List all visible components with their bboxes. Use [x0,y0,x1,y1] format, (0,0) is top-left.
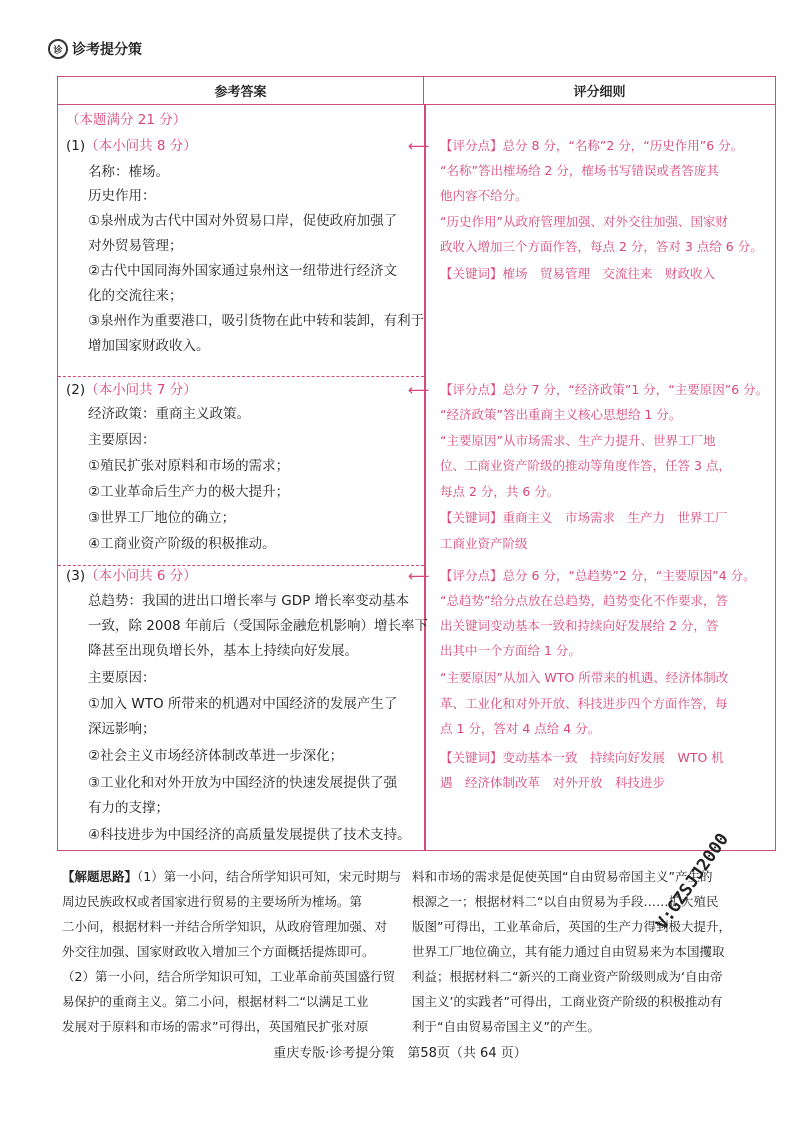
section-divider [58,565,424,566]
scoring-line: 革、工业化和对外开放、科技进步四个方面作答，每 [440,696,728,711]
table-header [58,77,775,105]
q1-header [66,137,197,155]
page-header [48,38,142,60]
analysis-line: 易保护的重商主义。第二小问，根据材料二“以满足工业 [62,994,369,1009]
analysis-line: 根源之一；根据材料二“以自由贸易为手段……扩大殖民 [412,894,719,909]
keywords-line: 【关键词】榷场 贸易管理 交流往来 财政收入 [440,266,716,281]
scoring-line: 【评分点】总分 8 分，“名称”2 分，“历史作用”6 分。 [440,138,744,153]
q2-header [66,381,197,399]
answer-line: 经济政策：重商主义政策。 [88,406,250,422]
scoring-line: “主要原因”从加入 WTO 所带来的机遇、经济体制改 [440,670,729,685]
analysis-line: 国主义’的实践者”可得出，工商业资产阶级的积极推动有 [412,994,723,1009]
analysis-line: （2）第一小问，结合所学知识可知，工业革命前英国盛行贸 [62,969,395,984]
answer-table [57,76,776,851]
scoring-line: 【评分点】总分 7 分，“经济政策”1 分，“主要原因”6 分。 [440,382,769,397]
scoring-line: 每点 2 分，共 6 分。 [440,484,560,499]
analysis-line: 版图”可得出，工业革命后，英国的生产力得到极大提升， [412,919,731,934]
answer-line: 主要原因： [88,670,156,686]
arrow-left-icon: ⟵ [408,137,430,155]
scoring-line: “名称”答出榷场给 2 分，榷场书写错误或者答庞其 [440,163,719,178]
analysis-line: 二小问，根据材料一并结合所学知识，从政府管理加强、对 [62,919,388,934]
answer-line: 深远影响； [88,721,156,737]
q1-label: (1) [66,138,86,154]
q2-note: （本小问共 7 分） [85,382,197,398]
brand-title: 诊考提分策 [72,42,142,58]
section-divider [58,376,424,377]
column-header-answer: 参考答案 [58,77,424,104]
q3-note: （本小问共 6 分） [85,568,197,584]
scoring-line: “主要原因”从市场需求、生产力提升、世界工厂地 [440,433,716,448]
analysis-line: 利益；根据材料二“新兴的工商业资产阶级则成为‘自由帝 [412,969,723,984]
arrow-left-icon: ⟵ [408,381,430,399]
analysis-line: 利于“自由贸易帝国主义”的产生。 [412,1019,600,1034]
keywords-line: 工商业资产阶级 [440,536,528,551]
answer-line: 增加国家财政收入。 [88,338,210,354]
q2-label: (2) [66,382,86,398]
answer-line: ②古代中国同海外国家通过泉州这一纽带进行经济文 [88,263,398,279]
keywords-line: 【关键词】变动基本一致 持续向好发展 WTO 机 [440,750,724,765]
scoring-line: 位、工商业资产阶级的推动等角度作答，任答 3 点， [440,458,731,473]
answer-line: 名称：榷场。 [88,164,169,180]
scoring-line: “总趋势”给分点放在总趋势，趋势变化不作要求，答 [440,593,728,608]
column-header-scoring: 评分细则 [573,85,626,100]
answer-line: ②社会主义市场经济体制改革进一步深化； [88,748,344,764]
keywords-line: 遇 经济体制改革 对外开放 科技进步 [440,775,666,790]
answer-line: ③泉州作为重要港口，吸引货物在此中转和装卸，有利于 [88,313,425,329]
analysis-line: 发展对于原料和市场的需求”可得出，英国殖民扩张对原 [62,1019,369,1034]
answer-line: 一致，除 2008 年前后（受国际金融危机影响）增长率下 [88,618,428,634]
q1-note: （本小问共 8 分） [85,138,197,154]
answer-line: ①泉州成为古代中国对外贸易口岸，促使政府加强了 [88,213,398,229]
analysis-line: 料和市场的需求是促使英国“自由贸易帝国主义”产生的 [412,869,713,884]
analysis-title: 【解题思路】 [62,869,138,884]
answer-line: ②工业革命后生产力的极大提升； [88,484,290,500]
scoring-line: “经济政策”答出重商主义核心思想给 1 分。 [440,407,682,422]
scoring-line: 点 1 分，答对 4 点给 4 分。 [440,721,601,736]
scoring-line: 出关键词变动基本一致和持续向好发展给 2 分，答 [440,618,719,633]
keywords-line: 【关键词】重商主义 市场需求 生产力 世界工厂 [440,510,728,525]
answer-line: ①殖民扩张对原料和市场的需求； [88,458,290,474]
q3-header [66,567,197,585]
scoring-line: 政收入增加三个方面作答，每点 2 分，答对 3 点给 6 分。 [440,239,763,254]
analysis-text: （1）第一小问，结合所学知识可知，宋元时期与 [137,869,402,884]
total-score-note: （本题满分 21 分） [66,112,187,128]
analysis-line: 世界工厂地位确立，其有能力通过自由贸易来为本国攫取 [412,944,725,959]
answer-line: ③世界工厂地位的确立； [88,510,236,526]
brand-logo-icon: 诊 [48,39,68,59]
answer-line: 化的交流往来； [88,288,183,304]
answer-line: 有力的支撑； [88,800,169,816]
analysis-line [62,868,401,886]
column-divider [424,105,426,851]
scoring-line: 出其中一个方面给 1 分。 [440,643,581,658]
scoring-line: “历史作用”从政府管理加强、对外交往加强、国家财 [440,214,728,229]
analysis-line: 外交往加强、国家财政收入增加三个方面概括提炼即可。 [62,944,375,959]
scoring-line: 【评分点】总分 6 分，“总趋势”2 分，“主要原因”4 分。 [440,568,756,583]
answer-line: ③工业化和对外开放为中国经济的快速发展提供了强 [88,775,398,791]
scoring-line: 他内容不给分。 [440,188,528,203]
answer-line: ①加入 WTO 所带来的机遇对中国经济的发展产生了 [88,696,398,712]
answer-line: 主要原因： [88,432,156,448]
analysis-line: 周边民族政权或者国家进行贸易的主要场所为榷场。第 [62,894,363,909]
q3-label: (3) [66,568,86,584]
answer-line: 对外贸易管理； [88,238,183,254]
answer-line: ④科技进步为中国经济的高质量发展提供了技术支持。 [88,827,411,843]
watermark-text: V:GZSJJ2000 [652,829,733,934]
answer-line: ④工商业资产阶级的积极推动。 [88,536,276,552]
answer-line: 降甚至出现负增长外，基本上持续向好发展。 [88,643,358,659]
answer-line: 历史作用： [88,188,156,204]
page-footer: 重庆专版·诊考提分策 第58页（共 64 页） [273,1046,527,1061]
answer-line: 总趋势：我国的进出口增长率与 GDP 增长率变动基本 [88,593,410,609]
arrow-left-icon: ⟵ [408,567,430,585]
